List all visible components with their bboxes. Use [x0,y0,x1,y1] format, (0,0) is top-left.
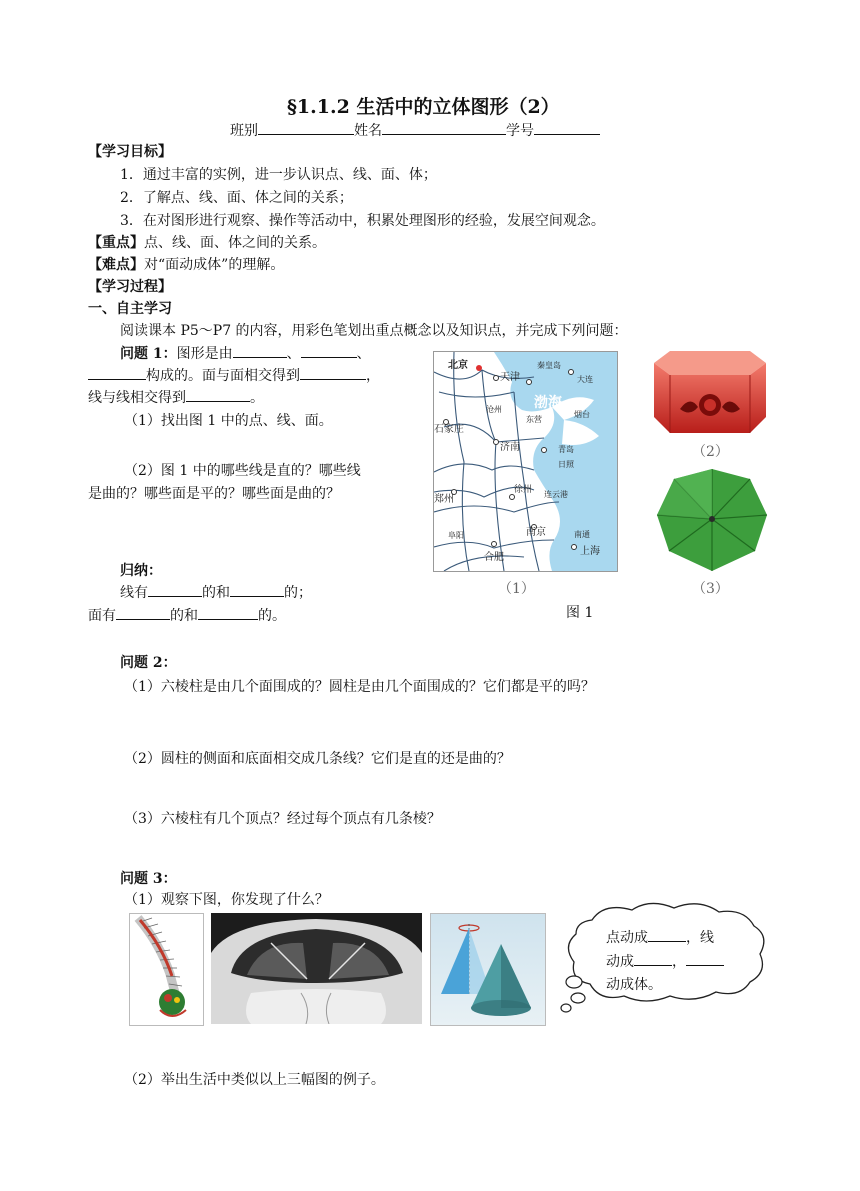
id-label: 学号 [506,123,534,139]
cloud-blank[interactable] [648,928,686,942]
dragon-kite-image [129,913,204,1026]
id-blank[interactable] [534,121,600,135]
beijing-marker [476,365,482,371]
q1-line2 [88,365,380,385]
q1-sub1: （1）找出图 1 中的点、线、面。 [124,413,333,429]
q1-text: ， [366,368,380,384]
key-point-label: 【重点】 [88,235,144,251]
name-blank[interactable] [382,121,506,135]
summary-line1 [120,582,312,602]
map-label: 石家庄 [434,424,464,435]
rotating-triangle-cone-image [430,913,546,1026]
map-label: 郑州 [434,494,454,505]
q1-sep: 、 [286,346,301,362]
key-point-text: 点、线、面、体之间的关系。 [144,235,326,251]
summary-text: 线有 [120,585,148,601]
key-point [88,232,326,252]
map-label: 天津 [500,372,520,383]
q1-sub2-line1: （2）图 1 中的哪些线是直的？哪些线 [124,463,361,479]
q3-label: 问题 3： [120,871,177,887]
hexagonal-prism-image [652,347,768,437]
q1-line1 [120,343,371,363]
student-info-line [230,120,600,140]
page-title: §1.1.2 生活中的立体图形（2） [287,96,560,118]
summary-line2 [88,605,286,625]
q3-sub1: （1）观察下图，你发现了什么？ [124,892,329,908]
q1-text: 构成的。面与面相交得到 [146,368,300,384]
difficulty [88,254,284,274]
summary-text: 的和 [202,585,230,601]
map-label: 烟台 [574,410,590,419]
q1-text: 。 [250,390,264,406]
map-label: 合肥 [484,552,504,563]
map-label: 青岛 [558,445,574,454]
q1-blank[interactable] [88,366,146,380]
cloud-line2 [606,951,724,971]
q1-sep: 、 [356,346,371,362]
summary-text: 的。 [258,608,286,624]
map-label: 日照 [558,460,574,469]
map-label: 秦皇岛 [537,361,561,370]
q1-blank[interactable] [301,344,357,358]
q1-blank[interactable] [300,366,366,380]
map-label: 上海 [580,546,600,557]
map-label: 济南 [500,442,520,453]
q1-line3 [88,387,264,407]
map-image [433,351,618,572]
figure-sublabel: （2） [692,444,729,460]
difficulty-text: 对“面动成体”的理解。 [144,257,285,273]
map-label: 阜阳 [448,531,464,540]
map-label: 徐州 [514,485,533,495]
map-label: 南通 [574,530,590,539]
class-label: 班别 [230,123,258,139]
class-blank[interactable] [258,121,354,135]
cloud-blank[interactable] [634,952,672,966]
difficulty-label: 【难点】 [88,257,144,273]
q3-sub2: （2）举出生活中类似以上三幅图的例子。 [124,1072,385,1088]
summary-blank[interactable] [116,606,170,620]
q1-sub2-line2: 是曲的？哪些面是平的？哪些面是曲的？ [88,486,340,502]
map-label: 大连 [577,375,593,384]
q1-text: 图形是由 [176,346,233,362]
figure-sublabel: （3） [692,581,729,597]
q2-item: （2）圆柱的侧面和底面相交成几条线？它们是直的还是曲的？ [124,751,511,767]
summary-blank[interactable] [148,583,202,597]
objective-item: 2．了解点、线、面、体之间的关系； [120,190,353,206]
map-label: 沧州 [486,405,502,414]
q2-item: （3）六棱柱有几个顶点？经过每个顶点有几条棱？ [124,811,441,827]
figure-sublabel: （1） [498,581,535,597]
map-label: 南京 [526,527,546,538]
cloud-text: 点动成 [606,930,648,946]
cloud-text: 动成 [606,954,634,970]
summary-label: 归纳： [120,563,162,579]
umbrella-image [655,467,769,573]
summary-blank[interactable] [198,606,258,620]
cloud-line3: 动成体。 [606,977,662,993]
cloud-blank[interactable] [686,952,724,966]
windshield-wiper-image [211,913,422,1024]
objective-item: 1．通过丰富的实例，进一步认识点、线、面、体； [120,167,437,183]
cloud-text: ， [672,954,686,970]
objective-item: 3．在对图形进行观察、操作等活动中，积累处理图形的经验，发展空间观念。 [120,213,605,229]
map-label: 北京 [448,360,468,371]
map-label: 连云港 [544,490,568,499]
summary-text: 的； [284,585,312,601]
cloud-line1 [606,927,714,947]
summary-blank[interactable] [230,583,284,597]
map-graphic [434,352,617,571]
summary-text: 面有 [88,608,116,624]
map-label: 东营 [526,415,542,424]
q1-text: 线与线相交得到 [88,390,186,406]
name-label: 姓名 [354,123,382,139]
q2-label: 问题 2： [120,655,177,671]
objectives-heading: 【学习目标】 [88,144,172,160]
q1-label: 问题 1： [120,346,177,362]
cloud-text: ，线 [686,930,714,946]
section-heading: 一、自主学习 [88,301,172,317]
figure-caption: 图 1 [566,605,594,621]
q1-blank[interactable] [233,344,287,358]
summary-text: 的和 [170,608,198,624]
map-label: 渤海 [534,395,562,411]
process-heading: 【学习过程】 [88,279,172,295]
q2-item: （1）六棱柱是由几个面围成的？圆柱是由几个面围成的？它们都是平的吗？ [124,679,595,695]
q1-blank[interactable] [186,388,250,402]
reading-instruction: 阅读课本 P5～P7 的内容，用彩色笔划出重点概念以及知识点，并完成下列问题： [120,323,628,339]
